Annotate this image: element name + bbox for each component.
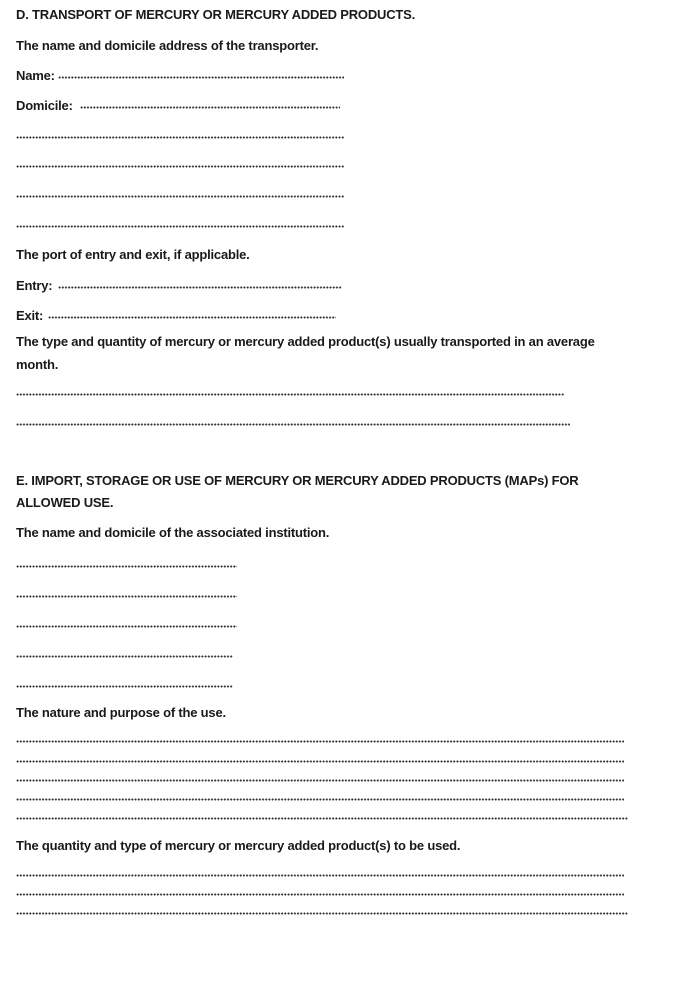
- institution-line-4[interactable]: [16, 655, 233, 658]
- nature-line-5[interactable]: [16, 817, 628, 820]
- institution-line-1[interactable]: [16, 565, 237, 568]
- domicile-line-3[interactable]: [16, 165, 344, 168]
- transporter-prompt: The name and domicile address of the transporter.: [16, 38, 319, 53]
- quantity-prompt: The type and quantity of mercury or mercury added product(s) usually transported in an average: [16, 334, 595, 349]
- exit-field[interactable]: [48, 316, 336, 319]
- section-e-heading-cont: ALLOWED USE.: [16, 495, 114, 510]
- quantity-line-2[interactable]: [16, 423, 570, 426]
- nature-line-1[interactable]: [16, 740, 624, 743]
- entry-field[interactable]: [58, 286, 342, 289]
- institution-prompt: The name and domicile of the associated institution.: [16, 525, 330, 540]
- usage-quantity-line-1[interactable]: [16, 874, 624, 877]
- domicile-line-2[interactable]: [16, 136, 344, 139]
- exit-label: Exit:: [16, 308, 44, 323]
- section-d-heading: D. TRANSPORT OF MERCURY OR MERCURY ADDED PRODUCTS.: [16, 7, 416, 22]
- name-field[interactable]: [58, 76, 344, 79]
- quantity-line-1[interactable]: [16, 393, 564, 396]
- quantity-prompt-cont: month.: [16, 357, 59, 372]
- nature-line-2[interactable]: [16, 760, 624, 763]
- institution-line-2[interactable]: [16, 595, 237, 598]
- port-prompt: The port of entry and exit, if applicable.: [16, 247, 250, 262]
- quantity-type-prompt: The quantity and type of mercury or mercury added product(s) to be used.: [16, 838, 461, 853]
- name-label: Name:: [16, 68, 55, 83]
- domicile-line-4[interactable]: [16, 195, 344, 198]
- institution-line-3[interactable]: [16, 625, 237, 628]
- institution-line-5[interactable]: [16, 685, 233, 688]
- section-e-heading: E. IMPORT, STORAGE OR USE OF MERCURY OR MERCURY ADDED PRODUCTS (MAPs) FOR: [16, 473, 579, 488]
- entry-label: Entry:: [16, 278, 53, 293]
- usage-quantity-line-3[interactable]: [16, 912, 628, 915]
- domicile-field[interactable]: [80, 106, 340, 109]
- nature-prompt: The nature and purpose of the use.: [16, 705, 226, 720]
- nature-line-4[interactable]: [16, 798, 624, 801]
- usage-quantity-line-2[interactable]: [16, 893, 624, 896]
- domicile-label: Domicile:: [16, 98, 73, 113]
- domicile-line-5[interactable]: [16, 225, 344, 228]
- nature-line-3[interactable]: [16, 779, 624, 782]
